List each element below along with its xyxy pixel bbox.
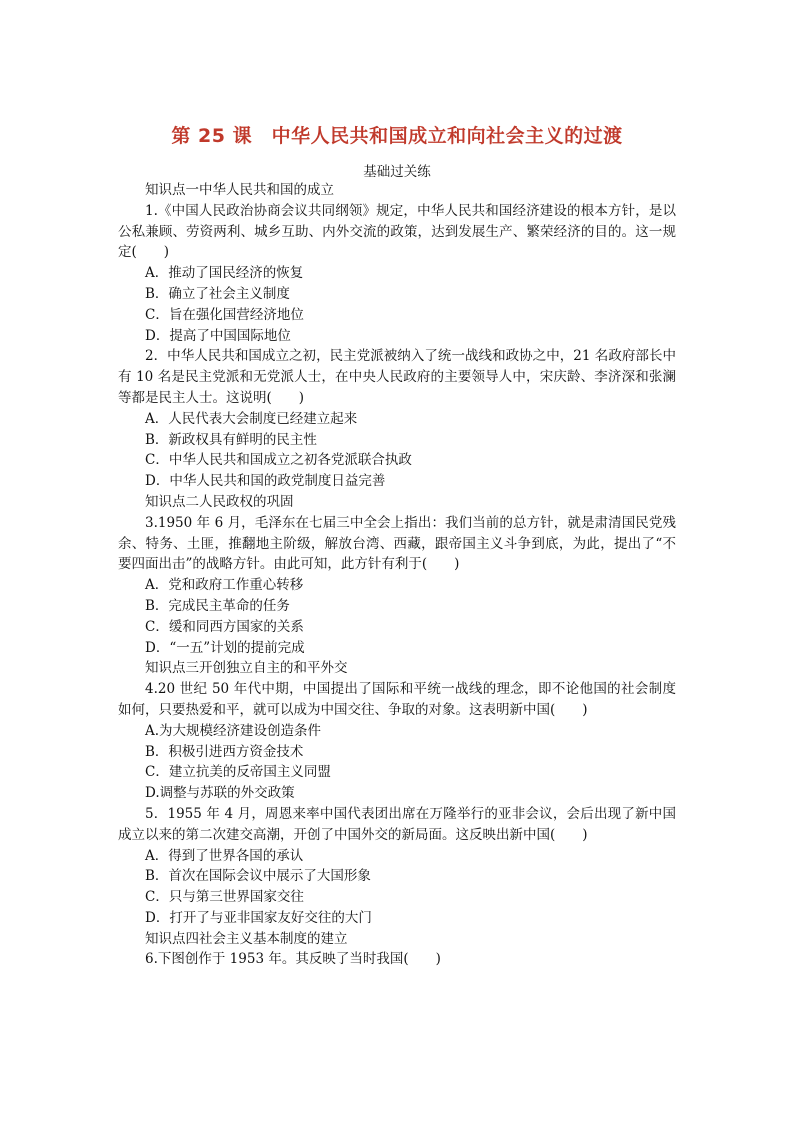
section-heading: 知识点四社会主义基本制度的建立: [145, 930, 348, 947]
question-3-option-c: C．缓和同西方国家的关系: [145, 618, 304, 635]
question-4-option-c: C．建立抗美的反帝国主义同盟: [145, 764, 331, 781]
question-2-option-c: C．中华人民共和国成立之初各党派联合执政: [145, 452, 412, 469]
question-3-option-a: A．党和政府工作重心转移: [145, 577, 304, 594]
question-3: 3.1950 年 6 月，毛泽东在七届三中全会上指出：我们当前的总方针，就是肃清国民党残余、特务、土匪，推翻地主阶级，解放台湾、西藏，跟帝国主义斗争到底，为此，提出了“不要四面出击”的战略方针。由此可知，此方针有利于( ): [118, 514, 676, 573]
question-5-option-a: A．得到了世界各国的承认: [145, 847, 304, 864]
question-1-option-a: A．推动了国民经济的恢复: [145, 265, 304, 282]
section-heading: 知识点三开创独立自主的和平外交: [145, 660, 348, 677]
question-2: 2．中华人民共和国成立之初，民主党派被纳入了统一战线和政协之中，21 名政府部长中有 10 名是民主党派和无党派人士，在中央人民政府的主要领导人中，宋庆龄、李济深和张澜等都是民主人士。这说明( ): [118, 348, 676, 406]
question-2-option-b: B．新政权具有鲜明的民主性: [145, 431, 317, 448]
question-5: 5．1955 年 4 月，周恩来率中国代表团出席在万隆举行的亚非会议，会后出现了新中国成立以来的第二次建交高潮，开创了中国外交的新局面。这反映出新中国( ): [118, 805, 676, 843]
question-3-option-d: D．“一五”计划的提前完成: [145, 639, 305, 656]
question-4: 4.20 世纪 50 年代中期，中国提出了国际和平统一战线的理念，即不论他国的社会制度如何，只要热爱和平，就可以成为中国交往、争取的对象。这表明新中国( ): [118, 681, 676, 718]
section-heading: 知识点一中华人民共和国的成立: [145, 182, 334, 198]
page-title: 第 25 课 中华人民共和国成立和向社会主义的过渡: [171, 125, 623, 147]
document-body: [118, 180, 676, 970]
question-1-option-d: D．提高了中国国际地位: [145, 327, 291, 344]
question-5-option-c: C．只与第三世界国家交往: [145, 889, 304, 906]
section-heading: 知识点二人民政权的巩固: [145, 493, 294, 510]
question-4-option-a: A.为大规模经济建设创造条件: [145, 722, 322, 739]
question-3-option-b: B．完成民主革命的任务: [145, 597, 290, 614]
question-4-option-b: B．积极引进西方资金技术: [145, 743, 304, 760]
page-subtitle: 基础过关练: [363, 164, 431, 180]
question-2-option-a: A．人民代表大会制度已经建立起来: [145, 410, 358, 427]
question-4-option-d: D.调整与苏联的外交政策: [145, 785, 295, 802]
question-6: 6.下图创作于 1953 年。其反映了当时我国( ): [145, 951, 441, 968]
question-2-option-d: D．中华人民共和国的政党制度日益完善: [145, 473, 386, 490]
question-1: 1.《中国人民政治协商会议共同纲领》规定，中华人民共和国经济建设的根本方针，是以公私兼顾、劳资两利、城乡互助、内外交流的政策，达到发展生产、繁荣经济的目的。这一规定( ): [118, 202, 676, 261]
question-1-option-b: B．确立了社会主义制度: [145, 285, 290, 302]
question-1-option-c: C．旨在强化国营经济地位: [145, 306, 304, 323]
question-5-option-b: B．首次在国际会议中展示了大国形象: [145, 868, 371, 885]
question-5-option-d: D．打开了与亚非国家友好交往的大门: [145, 909, 372, 926]
